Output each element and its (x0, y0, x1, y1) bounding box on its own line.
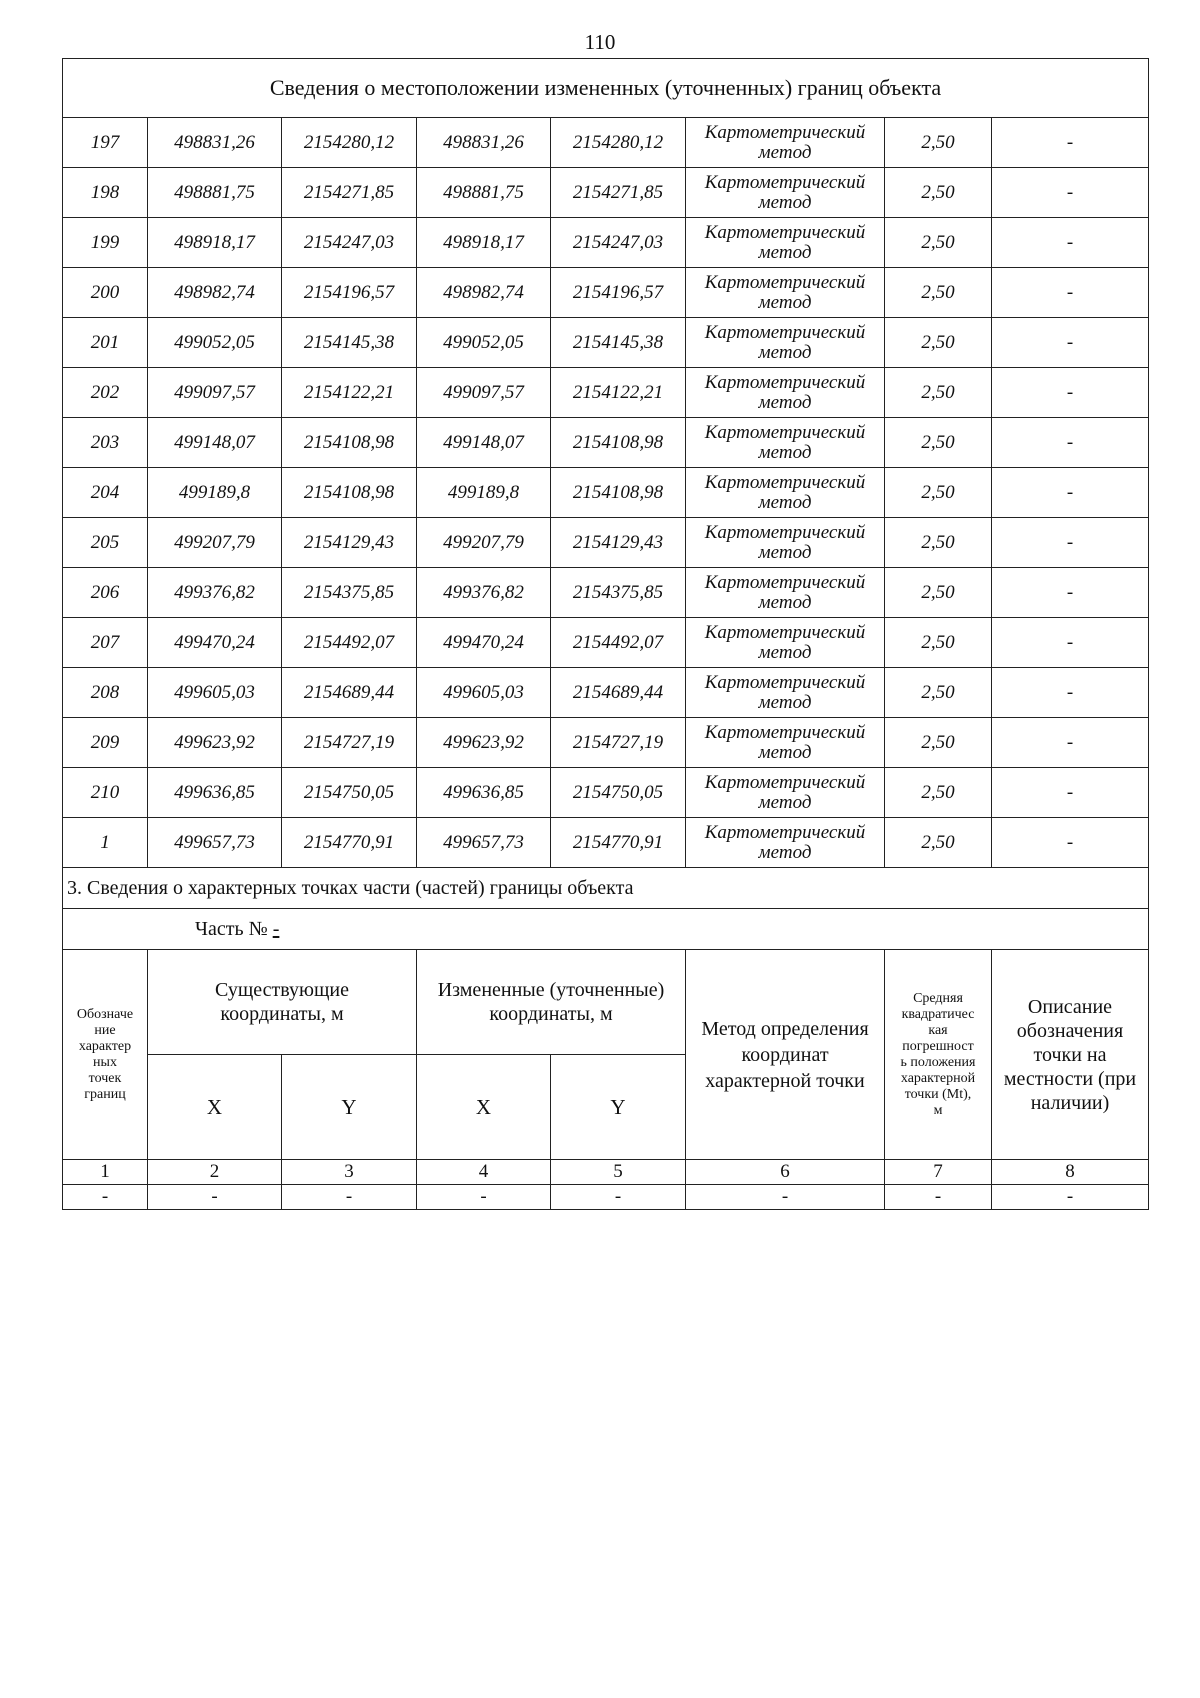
empty-cell: - (551, 1185, 686, 1210)
changed-x-cell: 499052,05 (417, 318, 551, 368)
point-cell: 1 (63, 818, 148, 868)
header-accuracy (885, 950, 992, 1160)
existing-y-cell: 2154280,12 (282, 118, 417, 168)
existing-x-cell: 499189,8 (148, 468, 282, 518)
changed-x-cell: 499189,8 (417, 468, 551, 518)
header-line: квадратичес (901, 1006, 975, 1022)
empty-cell: - (282, 1185, 417, 1210)
table-row (63, 368, 1149, 418)
method-line: Картометрический (704, 421, 866, 443)
accuracy-cell: 2,50 (885, 218, 992, 268)
header-line: Измененные (уточненные) (437, 979, 665, 1001)
changed-y-cell: 2154108,98 (551, 418, 686, 468)
existing-y-cell: 2154129,43 (282, 518, 417, 568)
existing-x-cell: 498918,17 (148, 218, 282, 268)
method-cell (686, 318, 885, 368)
header-line: характерной точки (705, 1069, 865, 1092)
table-row (63, 1185, 1149, 1210)
column-number: 6 (686, 1160, 885, 1185)
description-cell: - (992, 618, 1149, 668)
accuracy-cell: 2,50 (885, 618, 992, 668)
point-cell: 197 (63, 118, 148, 168)
point-cell: 202 (63, 368, 148, 418)
method-line: Картометрический (704, 321, 866, 343)
table-row (63, 318, 1149, 368)
changed-y-cell: 2154750,05 (551, 768, 686, 818)
point-cell: 201 (63, 318, 148, 368)
method-line: Картометрический (704, 271, 866, 293)
changed-y-cell: 2154247,03 (551, 218, 686, 268)
header-y: Y (282, 1055, 417, 1160)
method-cell (686, 668, 885, 718)
existing-x-cell: 499207,79 (148, 518, 282, 568)
existing-x-cell: 498831,26 (148, 118, 282, 168)
header-line: координаты, м (489, 1003, 613, 1025)
table-row (63, 468, 1149, 518)
table-row (63, 618, 1149, 668)
header-line: Описание (1027, 995, 1113, 1018)
description-cell: - (992, 268, 1149, 318)
existing-y-cell: 2154727,19 (282, 718, 417, 768)
method-cell (686, 518, 885, 568)
existing-x-cell: 499376,82 (148, 568, 282, 618)
method-line: метод (758, 191, 812, 213)
header-line: Обозначе (76, 1006, 134, 1022)
existing-y-cell: 2154108,98 (282, 468, 417, 518)
method-line: Картометрический (704, 771, 866, 793)
method-line: метод (758, 391, 812, 413)
empty-cell: - (686, 1185, 885, 1210)
existing-y-cell: 2154196,57 (282, 268, 417, 318)
changed-y-cell: 2154280,12 (551, 118, 686, 168)
existing-y-cell: 2154108,98 (282, 418, 417, 468)
page-number: 110 (584, 30, 616, 54)
table-row (63, 218, 1149, 268)
header-line: наличии) (1030, 1091, 1110, 1114)
description-cell: - (992, 168, 1149, 218)
empty-cell: - (992, 1185, 1149, 1210)
section-heading: 3. Сведения о характерных точках части (частей) границы объекта (63, 868, 1149, 909)
part-label: Часть № (195, 917, 268, 940)
existing-x-cell: 499623,92 (148, 718, 282, 768)
accuracy-cell: 2,50 (885, 768, 992, 818)
changed-x-cell: 498881,75 (417, 168, 551, 218)
description-cell: - (992, 368, 1149, 418)
existing-y-cell: 2154247,03 (282, 218, 417, 268)
existing-y-cell: 2154492,07 (282, 618, 417, 668)
header-line: характер (78, 1038, 132, 1054)
accuracy-cell: 2,50 (885, 568, 992, 618)
point-cell: 206 (63, 568, 148, 618)
existing-y-cell: 2154375,85 (282, 568, 417, 618)
method-line: Картометрический (704, 721, 866, 743)
coordinates-table (62, 58, 1149, 1210)
method-cell (686, 368, 885, 418)
existing-x-cell: 499470,24 (148, 618, 282, 668)
table-row (63, 718, 1149, 768)
method-line: метод (758, 691, 812, 713)
method-line: Картометрический (704, 621, 866, 643)
method-line: Картометрический (704, 371, 866, 393)
method-line: метод (758, 791, 812, 813)
changed-y-cell: 2154145,38 (551, 318, 686, 368)
point-cell: 209 (63, 718, 148, 768)
table-row (63, 768, 1149, 818)
existing-x-cell: 499636,85 (148, 768, 282, 818)
method-line: метод (758, 341, 812, 363)
header-line: кая (928, 1022, 948, 1038)
method-cell (686, 568, 885, 618)
description-cell: - (992, 218, 1149, 268)
table-row (63, 818, 1149, 868)
existing-y-cell: 2154145,38 (282, 318, 417, 368)
changed-y-cell: 2154271,85 (551, 168, 686, 218)
description-cell: - (992, 818, 1149, 868)
header-line: Метод определения (701, 1017, 869, 1040)
table-row (63, 668, 1149, 718)
empty-cell: - (885, 1185, 992, 1210)
accuracy-cell: 2,50 (885, 318, 992, 368)
empty-cell: - (148, 1185, 282, 1210)
accuracy-cell: 2,50 (885, 368, 992, 418)
header-x: X (148, 1055, 282, 1160)
existing-x-cell: 499097,57 (148, 368, 282, 418)
existing-y-cell: 2154750,05 (282, 768, 417, 818)
method-line: Картометрический (704, 671, 866, 693)
accuracy-cell: 2,50 (885, 818, 992, 868)
part-value: - (272, 917, 280, 940)
changed-y-cell: 2154108,98 (551, 468, 686, 518)
method-line: Картометрический (704, 471, 866, 493)
method-cell (686, 218, 885, 268)
changed-y-cell: 2154122,21 (551, 368, 686, 418)
changed-x-cell: 498982,74 (417, 268, 551, 318)
changed-x-cell: 499657,73 (417, 818, 551, 868)
method-line: метод (758, 141, 812, 163)
description-cell: - (992, 668, 1149, 718)
method-line: метод (758, 291, 812, 313)
table-row (63, 168, 1149, 218)
header-line: погрешност (902, 1038, 974, 1054)
changed-y-cell: 2154689,44 (551, 668, 686, 718)
column-number: 4 (417, 1160, 551, 1185)
changed-x-cell: 499148,07 (417, 418, 551, 468)
description-cell: - (992, 518, 1149, 568)
changed-y-cell: 2154492,07 (551, 618, 686, 668)
accuracy-cell: 2,50 (885, 668, 992, 718)
accuracy-cell: 2,50 (885, 718, 992, 768)
changed-x-cell: 499623,92 (417, 718, 551, 768)
method-line: Картометрический (704, 571, 866, 593)
header-line: точек (88, 1070, 122, 1086)
changed-x-cell: 498831,26 (417, 118, 551, 168)
column-number: 7 (885, 1160, 992, 1185)
header-line: характерной (900, 1070, 976, 1086)
changed-x-cell: 499605,03 (417, 668, 551, 718)
point-cell: 199 (63, 218, 148, 268)
method-line: Картометрический (704, 121, 866, 143)
method-cell (686, 168, 885, 218)
header-line: координаты, м (220, 1003, 344, 1025)
existing-x-cell: 499605,03 (148, 668, 282, 718)
point-cell: 198 (63, 168, 148, 218)
header-y: Y (551, 1055, 686, 1160)
method-line: метод (758, 491, 812, 513)
header-line: границ (84, 1086, 126, 1102)
changed-x-cell: 499097,57 (417, 368, 551, 418)
existing-y-cell: 2154122,21 (282, 368, 417, 418)
header-designation (63, 950, 148, 1160)
point-cell: 208 (63, 668, 148, 718)
header-method (686, 950, 885, 1160)
method-cell (686, 268, 885, 318)
description-cell: - (992, 318, 1149, 368)
method-line: Картометрический (704, 521, 866, 543)
changed-x-cell: 499376,82 (417, 568, 551, 618)
description-cell: - (992, 718, 1149, 768)
header-description (992, 950, 1149, 1160)
method-line: Картометрический (704, 821, 866, 843)
changed-y-cell: 2154196,57 (551, 268, 686, 318)
description-cell: - (992, 418, 1149, 468)
method-cell (686, 618, 885, 668)
header-line: точки (Mt), (904, 1086, 972, 1102)
table-row (63, 518, 1149, 568)
changed-y-cell: 2154129,43 (551, 518, 686, 568)
method-line: метод (758, 741, 812, 763)
existing-y-cell: 2154689,44 (282, 668, 417, 718)
method-cell (686, 718, 885, 768)
accuracy-cell: 2,50 (885, 418, 992, 468)
header-line: точки на (1033, 1043, 1107, 1066)
point-cell: 203 (63, 418, 148, 468)
column-numbers-row (63, 1160, 1149, 1185)
header-existing-coordinates (148, 950, 417, 1055)
method-line: метод (758, 841, 812, 863)
point-cell: 207 (63, 618, 148, 668)
part-row (63, 909, 1149, 950)
header-line: Средняя (913, 990, 963, 1006)
accuracy-cell: 2,50 (885, 118, 992, 168)
existing-x-cell: 499148,07 (148, 418, 282, 468)
method-line: метод (758, 241, 812, 263)
method-line: Картометрический (704, 221, 866, 243)
point-cell: 200 (63, 268, 148, 318)
method-cell (686, 418, 885, 468)
header-changed-coordinates (417, 950, 686, 1055)
existing-x-cell: 499052,05 (148, 318, 282, 368)
existing-x-cell: 499657,73 (148, 818, 282, 868)
table-row (63, 118, 1149, 168)
point-cell: 210 (63, 768, 148, 818)
accuracy-cell: 2,50 (885, 518, 992, 568)
accuracy-cell: 2,50 (885, 168, 992, 218)
accuracy-cell: 2,50 (885, 268, 992, 318)
column-number: 8 (992, 1160, 1149, 1185)
column-number: 1 (63, 1160, 148, 1185)
changed-y-cell: 2154770,91 (551, 818, 686, 868)
method-cell (686, 118, 885, 168)
table-row (63, 568, 1149, 618)
column-number: 3 (282, 1160, 417, 1185)
table-row (63, 418, 1149, 468)
table-title: Сведения о местоположении измененных (уточненных) границ объекта (63, 59, 1149, 118)
method-line: метод (758, 641, 812, 663)
method-line: метод (758, 441, 812, 463)
method-cell (686, 818, 885, 868)
existing-x-cell: 498881,75 (148, 168, 282, 218)
header-line: координат (741, 1043, 829, 1066)
header-line: ь положения (900, 1054, 976, 1070)
existing-y-cell: 2154271,85 (282, 168, 417, 218)
header-line: местности (при (1003, 1067, 1137, 1090)
header-line: Существующие (215, 979, 349, 1001)
description-cell: - (992, 118, 1149, 168)
column-number: 2 (148, 1160, 282, 1185)
header-line: м (933, 1102, 943, 1118)
header-line: ние (94, 1022, 116, 1038)
changed-x-cell: 498918,17 (417, 218, 551, 268)
changed-x-cell: 499636,85 (417, 768, 551, 818)
empty-cell: - (417, 1185, 551, 1210)
changed-y-cell: 2154375,85 (551, 568, 686, 618)
method-line: метод (758, 591, 812, 613)
accuracy-cell: 2,50 (885, 468, 992, 518)
description-cell: - (992, 768, 1149, 818)
header-line: обозначения (1016, 1019, 1124, 1042)
existing-x-cell: 498982,74 (148, 268, 282, 318)
table-row (63, 268, 1149, 318)
changed-y-cell: 2154727,19 (551, 718, 686, 768)
changed-x-cell: 499470,24 (417, 618, 551, 668)
description-cell: - (992, 468, 1149, 518)
point-cell: 204 (63, 468, 148, 518)
changed-x-cell: 499207,79 (417, 518, 551, 568)
description-cell: - (992, 568, 1149, 618)
empty-cell: - (63, 1185, 148, 1210)
header-x: X (417, 1055, 551, 1160)
method-cell (686, 768, 885, 818)
method-line: Картометрический (704, 171, 866, 193)
existing-y-cell: 2154770,91 (282, 818, 417, 868)
method-line: метод (758, 541, 812, 563)
column-number: 5 (551, 1160, 686, 1185)
header-line: ных (93, 1054, 117, 1070)
point-cell: 205 (63, 518, 148, 568)
method-cell (686, 468, 885, 518)
